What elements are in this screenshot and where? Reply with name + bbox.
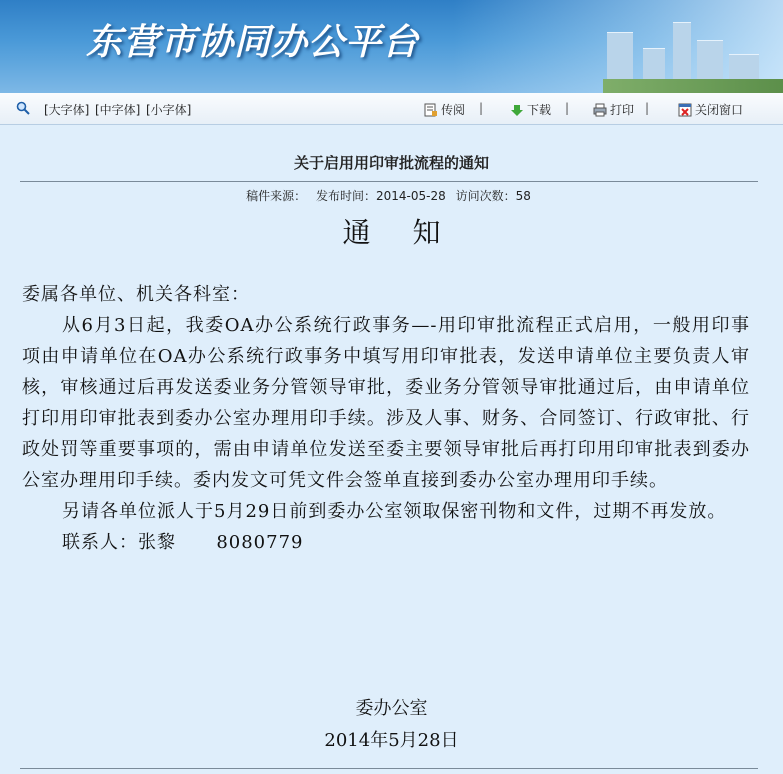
- banner-greenery: [603, 79, 783, 93]
- notice-heading: 通知: [342, 216, 483, 249]
- toolbar-separator: |: [565, 101, 570, 115]
- read-label: 传阅: [441, 103, 466, 117]
- download-button[interactable]: [510, 101, 551, 118]
- article-title: 关于启用用印审批流程的通知: [293, 154, 489, 172]
- read-button[interactable]: [424, 101, 465, 118]
- circulate-icon: [424, 103, 438, 117]
- signature-date: 2014年5月28日: [324, 730, 459, 751]
- platform-title: 东营市协同办公平台: [86, 22, 420, 63]
- signer: 委办公室: [355, 698, 428, 719]
- visit-count: 访问次数：58: [455, 189, 531, 203]
- header-banner: [0, 0, 783, 93]
- paragraph: 另请各单位派人于5月29日前到委办公室领取保密刊物和文件，过期不再发放。: [62, 501, 727, 522]
- print-label: 打印: [610, 103, 635, 117]
- salutation: 委属各单位、机关各科室：: [22, 284, 250, 305]
- source-label: 稿件来源：: [246, 189, 307, 203]
- article-meta: [0, 187, 783, 204]
- printer-icon: [593, 103, 607, 117]
- close-window-icon: [678, 103, 692, 117]
- font-small-link[interactable]: [小字体]: [146, 103, 192, 117]
- close-window-label: 关闭窗口: [695, 103, 744, 117]
- contact-line: 联系人：张黎 8080779: [62, 532, 304, 553]
- bottom-divider: [20, 768, 758, 769]
- print-button[interactable]: [593, 101, 634, 118]
- paragraph: 从6月3日起，我委OA办公系统行政事务—-用印审批流程正式启用，一般用印事项由申请单位在OA办公系统行政事务中填写用印审批表，发送申请单位主要负责人审核，审核通过后再发送委业务分管领导审批，委业务分管领导审批通过后，由申请单位打印用印审批表到委办公室办理用印手续。涉及人事、财务、合同签订、行政审批、行政处罚等重要事项的，需由申请单位发送至委主要领导审批后再打印用印审批表到委办公室办理用印手续。委内发文可凭文件会签单直接到委办公室办理用印手续。: [22, 315, 750, 491]
- font-large-link[interactable]: [大字体]: [44, 103, 90, 117]
- article-body: [22, 279, 750, 558]
- download-label: 下载: [527, 103, 552, 117]
- toolbar-separator: |: [645, 101, 650, 115]
- search-icon[interactable]: [16, 101, 30, 115]
- toolbar-separator: |: [479, 101, 484, 115]
- download-icon: [510, 103, 524, 117]
- toolbar: [0, 93, 783, 125]
- publish-time: 发布时间：2014-05-28: [315, 189, 446, 203]
- close-window-button[interactable]: [678, 101, 743, 118]
- font-medium-link[interactable]: [中字体]: [95, 103, 141, 117]
- title-divider: [20, 181, 758, 182]
